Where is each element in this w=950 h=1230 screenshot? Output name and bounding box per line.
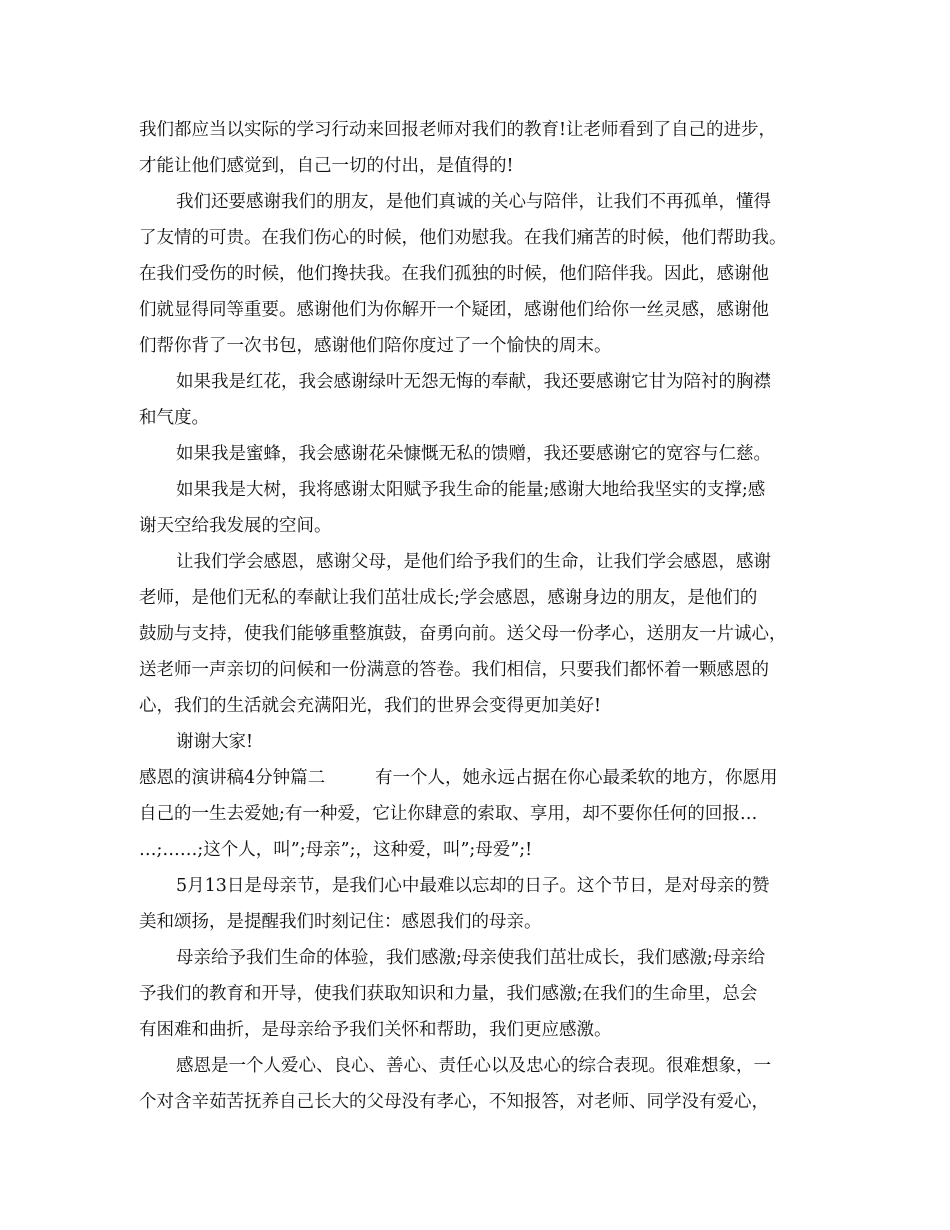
text-line: 有困难和曲折，是母亲给予我们关怀和帮助，我们更应感激。: [139, 1020, 612, 1040]
text-line: 鼓励与支持，使我们能够重整旗鼓，奋勇向前。送父母一份孝心，送朋友一片诚心，: [139, 624, 787, 644]
text-line: 自己的一生去爱她;有一种爱，它让你肆意的索取、享用，却不要你任何的回报…: [139, 804, 758, 824]
text-line: 予我们的教育和开导，使我们获取知识和力量，我们感激;在我们的生命里，总会: [139, 984, 758, 1004]
text-line: 如果我是红花，我会感谢绿叶无怨无悔的奉献，我还要感谢它甘为陪衬的胸襟: [176, 372, 771, 392]
text-line: 送老师一声亲切的问候和一份满意的答卷。我们相信，只要我们都怀着一颗感恩的: [139, 660, 769, 680]
text-line: 个对含辛茹苦抚养自己长大的父母没有孝心，不知报答，对老师、同学没有爱心，: [139, 1092, 769, 1112]
text-line: 老师，是他们无私的奉献让我们茁壮成长;学会感恩，感谢身边的朋友，是他们的: [139, 588, 758, 608]
text-line: 和气度。: [139, 408, 209, 428]
text-line: 感恩是一个人爱心、良心、善心、责任心以及忠心的综合表现。很难想象，一: [176, 1056, 771, 1076]
section-heading: 感恩的演讲稿4分钟篇二: [139, 768, 326, 788]
text-line: 5月13日是母亲节，是我们心中最难以忘却的日子。这个节日，是对母亲的赞: [176, 876, 770, 896]
section-heading-line: [139, 760, 819, 796]
text-line: …;……;这个人，叫”;母亲”;，这种爱，叫”;母爱”;!: [139, 840, 533, 860]
text-line: 我们都应当以实际的学习行动来回报老师对我们的教育!让老师看到了自己的进步，: [139, 120, 777, 140]
text-line: 美和颂扬，是提醒我们时刻记住：感恩我们的母亲。: [139, 912, 542, 932]
text-line: 我们还要感谢我们的朋友，是他们真诚的关心与陪伴，让我们不再孤单，懂得: [176, 192, 771, 212]
text-line: 有一个人，她永远占据在你心最柔软的地方，你愿用: [375, 768, 778, 788]
text-line: 谢谢大家!: [176, 732, 254, 752]
text-line: 在我们受伤的时候，他们搀扶我。在我们孤独的时候，他们陪伴我。因此，感谢他: [139, 264, 769, 284]
text-line: 如果我是大树，我将感谢太阳赋予我生命的能量;感谢大地给我坚实的支撑;感: [176, 480, 766, 500]
text-line: 心，我们的生活就会充满阳光，我们的世界会变得更加美好!: [139, 696, 602, 716]
text-line: 们帮你背了一次书包，感谢他们陪你度过了一个愉快的周末。: [139, 336, 612, 356]
text-line: 让我们学会感恩，感谢父母，是他们给予我们的生命，让我们学会感恩，感谢: [176, 552, 771, 572]
text-line: 母亲给予我们生命的体验，我们感激;母亲使我们茁壮成长，我们感激;母亲给: [176, 948, 766, 968]
text-line: 才能让他们感觉到，自己一切的付出，是值得的!: [139, 156, 514, 176]
text-line: 了友情的可贵。在我们伤心的时候，他们劝慰我。在我们痛苦的时候，他们帮助我。: [139, 228, 787, 248]
text-line: 们就显得同等重要。感谢他们为你解开一个疑团，感谢他们给你一丝灵感，感谢他: [139, 300, 769, 320]
text-line: 如果我是蜜蜂，我会感谢花朵慷慨无私的馈赠，我还要感谢它的宽容与仁慈。: [176, 444, 771, 464]
text-line: 谢天空给我发展的空间。: [139, 516, 332, 536]
